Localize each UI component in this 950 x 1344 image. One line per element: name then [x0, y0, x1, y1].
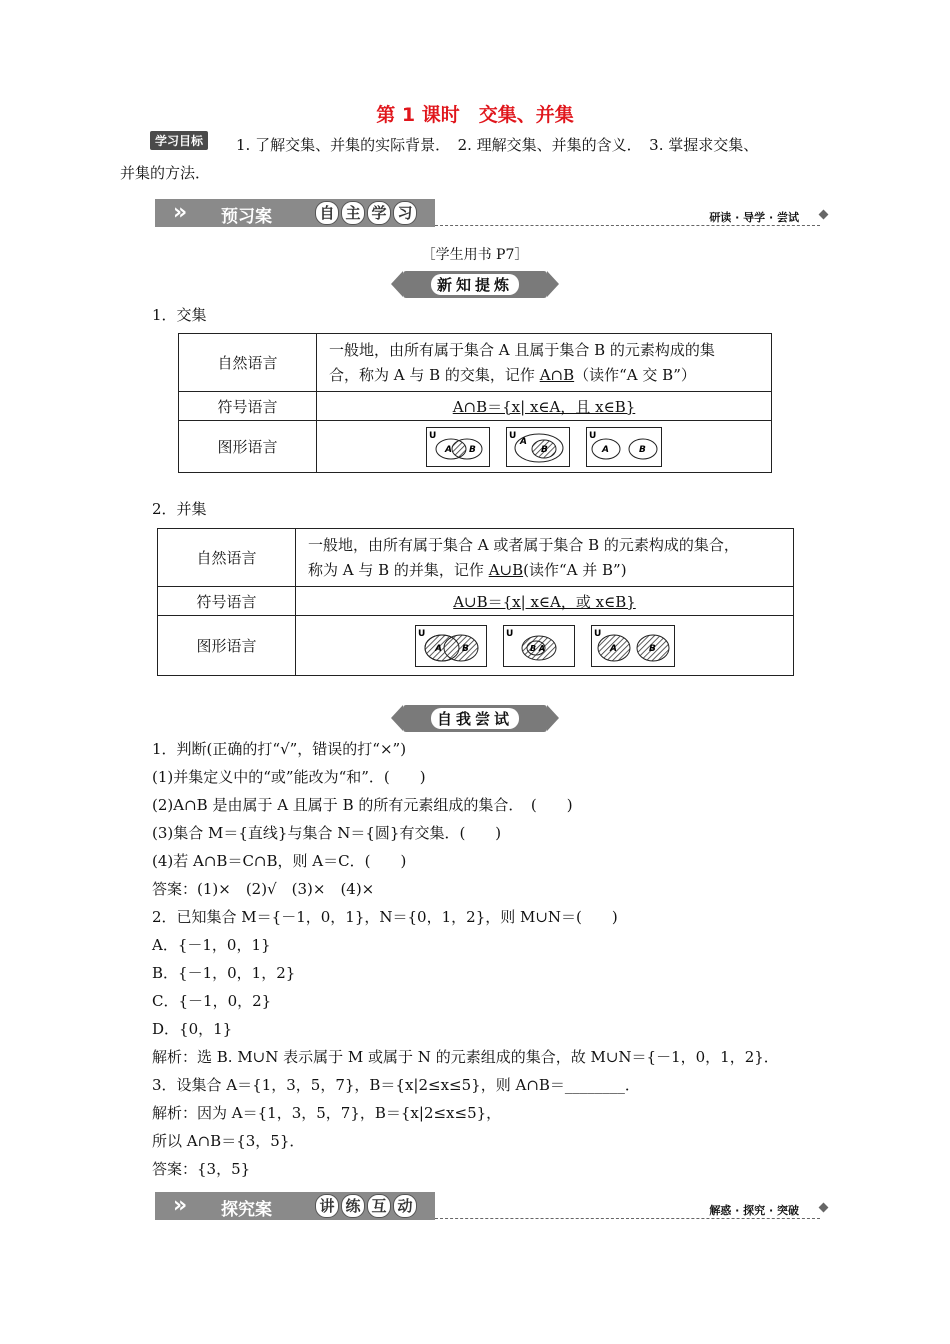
banner-boxed-title: [315, 201, 417, 223]
exercise-line: (2)A∩B 是由属于 A 且属于 B 的所有元素组成的集合． ( ): [152, 796, 573, 814]
venn-subset-intersection: [506, 427, 570, 467]
intersection-venn-diagrams: [317, 421, 772, 473]
svg-text:B A: B A: [529, 643, 545, 653]
banner-label: 探究案: [221, 1200, 272, 1220]
label-symbol-language: 符号语言: [158, 587, 296, 616]
intersection-table: [178, 333, 772, 473]
banner-label: 预习案: [221, 207, 272, 227]
exercise-line: (3)集合 M＝{直线}与集合 N＝{圆}有交集．( ): [152, 824, 502, 842]
svg-text:U: U: [505, 628, 513, 639]
analysis-line: 解析：选 B. M∪N 表示属于 M 或属于 N 的元素组成的集合，故 M∪N＝{－1，0，1，2}．: [152, 1048, 779, 1066]
chevron-icon: »: [173, 1193, 188, 1218]
diamond-icon: [819, 1203, 829, 1213]
subheading-text: 新知提炼: [431, 274, 519, 295]
venn-disjoint-union: [591, 625, 675, 667]
svg-text:B: B: [469, 444, 476, 455]
svg-text:A: A: [520, 436, 527, 447]
subheading-self-try: [0, 705, 950, 732]
diamond-icon: [819, 210, 829, 220]
svg-text:U: U: [509, 430, 517, 441]
analysis-line: 所以 A∩B＝{3，5}．: [152, 1132, 305, 1150]
svg-text:A: A: [434, 643, 442, 654]
label-natural-language: 自然语言: [158, 529, 296, 587]
banner-tagline: 解惑 · 探究 · 突破: [709, 1204, 799, 1217]
venn-overlap-intersection: [426, 427, 490, 467]
svg-text:A: A: [445, 444, 452, 455]
option-d: D．{0，1}: [152, 1020, 233, 1038]
section-heading-intersection: 1．交集: [152, 306, 207, 324]
option-c: C．{－1，0，2}: [152, 992, 272, 1010]
banner-boxed-title: [315, 1194, 417, 1216]
venn-subset-union: [503, 625, 575, 667]
answer-line: 答案：(1)× (2)√ (3)× (4)×: [152, 880, 375, 898]
exercise-line: 1．判断(正确的打“√”，错误的打“×”): [152, 740, 407, 758]
page-title: 第 1 课时 交集、并集: [376, 104, 574, 126]
exercise-line: 3．设集合 A＝{1，3，5，7}，B＝{x|2≤x≤5}，则 A∩B＝________．: [152, 1076, 640, 1094]
option-a: A．{－1，0，1}: [152, 936, 271, 954]
union-table: [157, 528, 794, 676]
subheading-new-knowledge: [0, 271, 950, 298]
section-heading-union: 2．并集: [152, 500, 207, 518]
banner-char: 学: [367, 201, 391, 225]
banner-char: 主: [341, 201, 365, 225]
banner-char: 自: [315, 201, 339, 225]
section-banner-preview: [155, 199, 827, 235]
answer-line: 答案：{3，5}: [152, 1160, 251, 1178]
goal-line-2: 并集的方法．: [120, 164, 211, 182]
label-natural-language: 自然语言: [179, 334, 317, 392]
label-graphic-language: 图形语言: [158, 616, 296, 676]
svg-text:B: B: [648, 643, 656, 654]
banner-char: 动: [393, 1194, 417, 1218]
intersection-symbol: A∩B＝{x| x∈A，且 x∈B}: [317, 392, 772, 421]
svg-text:U: U: [429, 430, 437, 441]
svg-text:U: U: [417, 628, 425, 639]
svg-text:B: B: [639, 444, 646, 455]
svg-text:U: U: [593, 628, 601, 639]
venn-overlap-union: [415, 625, 487, 667]
banner-tagline: 研读 · 导学 · 尝试: [709, 211, 799, 224]
banner-char: 练: [341, 1194, 365, 1218]
exercise-block: [152, 739, 779, 1187]
section-banner-explore: [155, 1192, 827, 1228]
venn-disjoint-intersection: [586, 427, 662, 467]
svg-text:A: A: [602, 444, 609, 455]
exercise-line: (1)并集定义中的“或”能改为“和”．( ): [152, 768, 426, 786]
union-definition: 一般地，由所有属于集合 A 或者属于集合 B 的元素构成的集合， 称为 A 与 B 的并集，记作 A∪B(读作“A 并 B”): [296, 529, 794, 587]
svg-text:U: U: [589, 430, 597, 441]
analysis-line: 解析：因为 A＝{1，3，5，7}，B＝{x|2≤x≤5}，: [152, 1104, 502, 1122]
student-book-ref: ［学生用书 P7］: [421, 247, 529, 263]
exercise-line: (4)若 A∩B＝C∩B，则 A＝C．( ): [152, 852, 407, 870]
banner-char: 习: [393, 201, 417, 225]
intersection-definition: 一般地，由所有属于集合 A 且属于集合 B 的元素构成的集 合，称为 A 与 B 的交集，记作 A∩B（读作“A 交 B”）: [317, 334, 772, 392]
banner-char: 互: [367, 1194, 391, 1218]
svg-text:A: A: [609, 643, 617, 654]
label-symbol-language: 符号语言: [179, 392, 317, 421]
goal-badge: 学习目标: [150, 131, 208, 150]
label-graphic-language: 图形语言: [179, 421, 317, 473]
option-b: B．{－1，0，1，2}: [152, 964, 296, 982]
chevron-icon: »: [173, 200, 188, 225]
goal-line-1: 1. 了解交集、并集的实际背景． 2. 理解交集、并集的含义． 3. 掌握求交集、: [236, 136, 759, 154]
exercise-line: 2．已知集合 M＝{－1，0，1}，N＝{0，1，2}，则 M∪N＝( ): [152, 908, 618, 926]
union-venn-diagrams: [296, 616, 794, 676]
svg-text:B: B: [461, 643, 469, 654]
banner-char: 讲: [315, 1194, 339, 1218]
subheading-text: 自我尝试: [431, 708, 519, 729]
union-symbol: A∪B＝{x| x∈A，或 x∈B}: [296, 587, 794, 616]
svg-text:B: B: [541, 444, 548, 455]
